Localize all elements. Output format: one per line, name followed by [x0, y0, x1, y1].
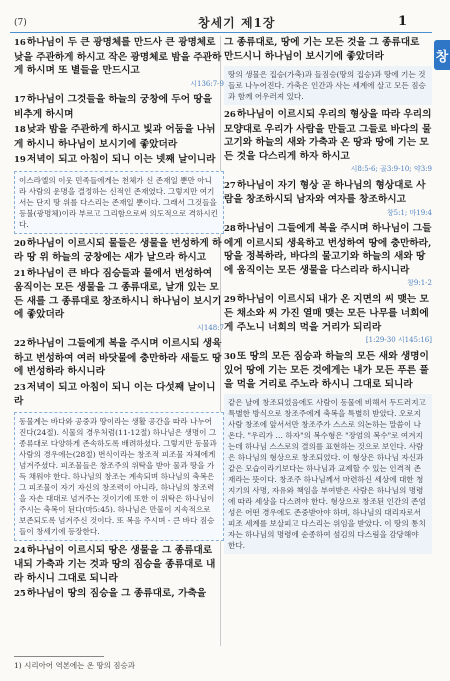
cross-reference: 창5:1; 마19:4 [386, 208, 432, 217]
verse-17: 17하나님이 그것들을 하늘의 궁창에 두어 땅을 비추게 하시며 [14, 94, 213, 120]
verse-26: 26하나님이 이르시되 우리의 형상을 따라 우리의 모양대로 우리가 사람을 만들고 그들로 바다의 물고기와 하늘의 새와 가축과 온 땅과 땅에 기는 모든 것을 다스리게 하자 하시고 시8:5-6; 골3:9-10; 약3:9 [224, 108, 432, 177]
verse-16: 16하나님이 두 큰 광명체를 만드사 큰 광명체로 낮을 주관하게 하시고 작은 광명체로 밤을 주관하게 하시며 또 별들을 만드시고 시136:7-9 [14, 36, 224, 91]
verse-30: 30또 땅의 모든 짐승과 하늘의 모든 새와 생명이 있어 땅에 기는 모든 것에게는 내가 모든 푸른 풀을 먹을 거리로 주노라 하시니 그대로 되니라 [224, 350, 429, 390]
right-column [224, 36, 432, 557]
verse-21: 21하나님이 큰 바다 짐승들과 물에서 번성하여 움직이는 모든 생물을 그 종류대로, 날개 있는 모든 새를 그 종류대로 창조하시니 하나님이 보시기에 좋았더라 시148:7 [14, 267, 224, 336]
footnote-rule [14, 656, 104, 657]
chapter-number: 1 [398, 14, 408, 29]
verse-25-continued: 그 종류대로, 땅에 기는 모든 것을 그 종류대로 만드시니 하나님이 보시기에 좋았더라 [224, 37, 420, 62]
commentary-note: 땅의 생물은 집승(가축)과 들짐승(땅의 집승)과 땅에 기는 것들로 나누어진다. 가축은 인간과 사는 세계에 살고 모든 짐승과 함께 어우러져 있다. [224, 66, 432, 105]
cross-reference: 시148:7 [197, 323, 224, 332]
verse-28: 28하나님이 그들에게 복을 주시며 하나님이 그들에게 이르시되 생육하고 번성하여 땅에 충만하라, 땅을 정복하라, 바다의 물고기와 하늘의 새와 땅에 움직이는 모든 생물을 다스리라 하시니라 창9:1-2 [224, 222, 432, 291]
left-column [14, 36, 224, 604]
cross-reference: 시136:7-9 [190, 79, 224, 88]
cross-reference: 시8:5-6; 골3:9-10; 약3:9 [350, 165, 432, 173]
page-header [0, 0, 450, 32]
header-rule [10, 32, 432, 33]
commentary-note: 같은 날에 창조되었음에도 사람이 동물에 비해서 두드러지고 특별한 방식으로 창조주에게 축복을 특별히 받았다. 오로지 사람 창조에 앞서서만 창조주가 스스로 의논하는 말씀이 나온다. "우리가 … 하자"의 복수형은 "장엄의 복수"로 여겨지는데 하나님 스스로의 결의를 표현하는 것으로 보인다. 사람은 하나님의 형상으로 창조되었다. 이 형상은 하나님 자신과 같은 모습이라기보다는 하나님과 교제할 수 있는 인격적 존재라는 뜻이다. 창조주 하나님께서 마련하신 세상에 대한 청지기의 사명, 자유와 책임을 부여받은 사람은 하나님의 명령에 따라 세상을 다스려야 한다. 형상으로 창조된 인간의 존엄성은 어떤 경우에도 존중받아야 하며, 하나님의 대리자로서 피조 세계를 보살피고 다스리는 위임을 받았다. 이 땅의 통치자는 하나님의 명령에 순종하여 섬김의 다스림을 감당해야 한다. [224, 394, 432, 554]
book-chapter-title: 창세기 제1장 [198, 16, 276, 30]
verse-22: 22하나님이 그들에게 복을 주시며 이르시되 생육하고 번성하여 여러 바닷물에 충만하라 새들도 땅에 번성하라 하시니라 [14, 338, 222, 377]
cross-reference: [1:29-30 시145:16] [365, 336, 432, 344]
verse-18: 18낮과 밤을 주관하게 하시고 빛과 어둠을 나뉘게 하시니 하나님이 보시기에 좋았더라 [14, 124, 216, 150]
verse-19: 19저녁이 되고 아침이 되니 이는 넷째 날이니라 [14, 154, 216, 165]
verse-24: 24하나님이 이르시되 땅은 생물을 그 종류대로 내되 가축과 기는 것과 땅의 짐승을 종류대로 내라 하시니 그대로 되니라 [14, 544, 216, 584]
cross-reference: 창9:1-2 [407, 279, 432, 287]
book-side-tab[interactable]: 창 [434, 40, 450, 70]
verse-23: 23저녁이 되고 아침이 되니 이는 다섯째 날이니라 [14, 381, 216, 407]
verse-27: 27하나님이 자기 형상 곧 하나님의 형상대로 사람을 창조하시되 남자와 여자를 창조하시고 창5:1; 마19:4 [224, 179, 432, 221]
verse-25: 25하나님이 땅의 짐승을 그 종류대로, 가축을 [14, 588, 207, 599]
verse-20: 20하나님이 이르시되 물들은 생물을 번성하게 하라 땅 위 하늘의 궁창에는 새가 날으라 하시고 [14, 237, 222, 263]
page-label: (7) [14, 18, 27, 28]
footnote: 1) 시리아어 역본에는 온 땅의 짐승과 [14, 661, 136, 670]
commentary-note: 이스라엘의 이웃 민족들에게는 천체가 신 존재일 뿐만 아니라 사람의 운명을 결정하는 신적인 존재였다. 그렇지만 여기서는 단지 땅 위를 다스리는 존재일 뿐이다. 그래서 그것들을 등불(광명체)이라 부르고 그리함으로써 의도적으로 격하시킨다. [14, 171, 224, 234]
commentary-note: 동물계는 바다와 공중과 땅이라는 생활 공간을 따라 나누어진다(24절). 식물의 경우처럼(11-12절) 하나님은 생명이 그 종류대로 다양하게 존속하도록 배려하셨다. 그렇지만 동물과 사람의 경우에는(28절) 번식이라는 창조적 피조물 자체에게 넘겨주셨다. 피조물들은 창조주의 위탁을 받아 물과 땅을 가득 채워야 한다. 하나님의 창조는 계속되며 하나님의 축복은 그 피조물이 자기 자신의 창조력이 아니라, 하나님의 창조력을 자손 대대로 넘겨주는 것이기에 또한 이 위탁은 하나님이 주시는 축복이 된다(마5:45). 하나님은 만물이 지속적으로 보존되도록 넘겨주신 것이다. 또 복음 주시며 - 큰 바다 짐승들이 창세기에 등장한다. [14, 412, 224, 541]
verse-29: 29하나님이 이르시되 내가 온 지면의 씨 맺는 모든 채소와 씨 가진 열매 맺는 모든 나무를 너희에게 주노니 너희의 먹을 거리가 되리라 [1:29-30 시145:16] [224, 293, 432, 348]
